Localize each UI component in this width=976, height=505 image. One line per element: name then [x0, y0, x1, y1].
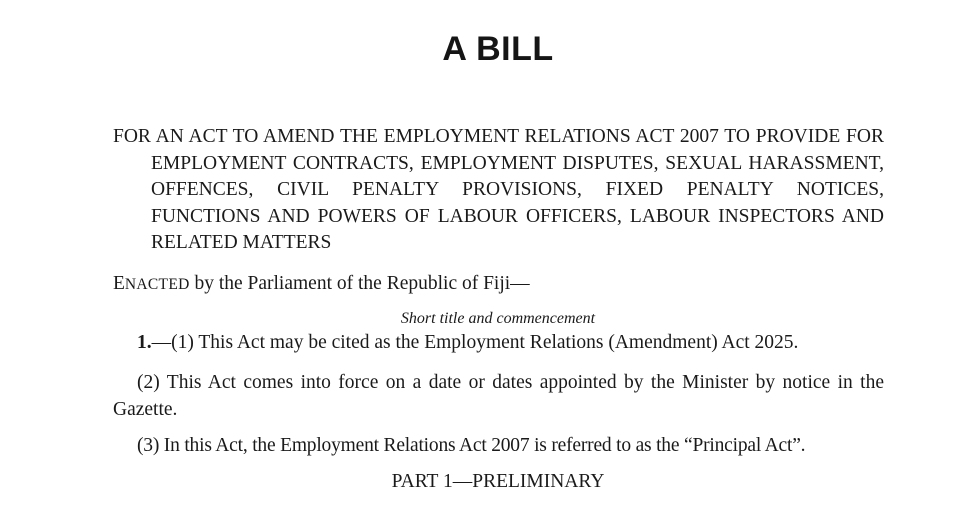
enacting-text: by the Parliament of the Republic of Fiji—	[189, 273, 530, 294]
enacting-first-letter: E	[113, 273, 125, 294]
section-1-subsection-3: (3) In this Act, the Employment Relations Act 2007 is referred to as the “Principal Act”.	[137, 435, 806, 456]
long-title: FOR AN ACT TO AMEND THE EMPLOYMENT RELATIONS ACT 2007 TO PROVIDE FOR EMPLOYMENT CONTRACTS, EMPLOYMENT DISPUTES, SEXUAL HARASSMENT, OFFENCES, CIVIL PENALTY PROVISIONS, FIXED PENALTY NOTICES, FUNCTIONS AND POWERS OF LABOUR OFFICERS, LABOUR INSPECTORS AND RELATED MATTERS	[113, 126, 884, 253]
enacting-formula	[113, 273, 530, 295]
section-1-subsection-1	[137, 332, 887, 354]
section-side-heading: Short title and commencement	[400, 310, 596, 327]
subsection-1-text: —(1) This Act may be cited as the Employment Relations (Amendment) Act 2025.	[151, 332, 799, 353]
enacting-small-caps: NACTED	[124, 276, 190, 293]
part-heading: PART 1—PRELIMINARY	[391, 471, 605, 492]
section-number: 1.	[137, 332, 152, 353]
section-1-subsection-2: (2) This Act comes into force on a date or dates appointed by the Minister by notice in the Gazette.	[113, 372, 884, 420]
bill-title: A BILL	[442, 30, 554, 68]
